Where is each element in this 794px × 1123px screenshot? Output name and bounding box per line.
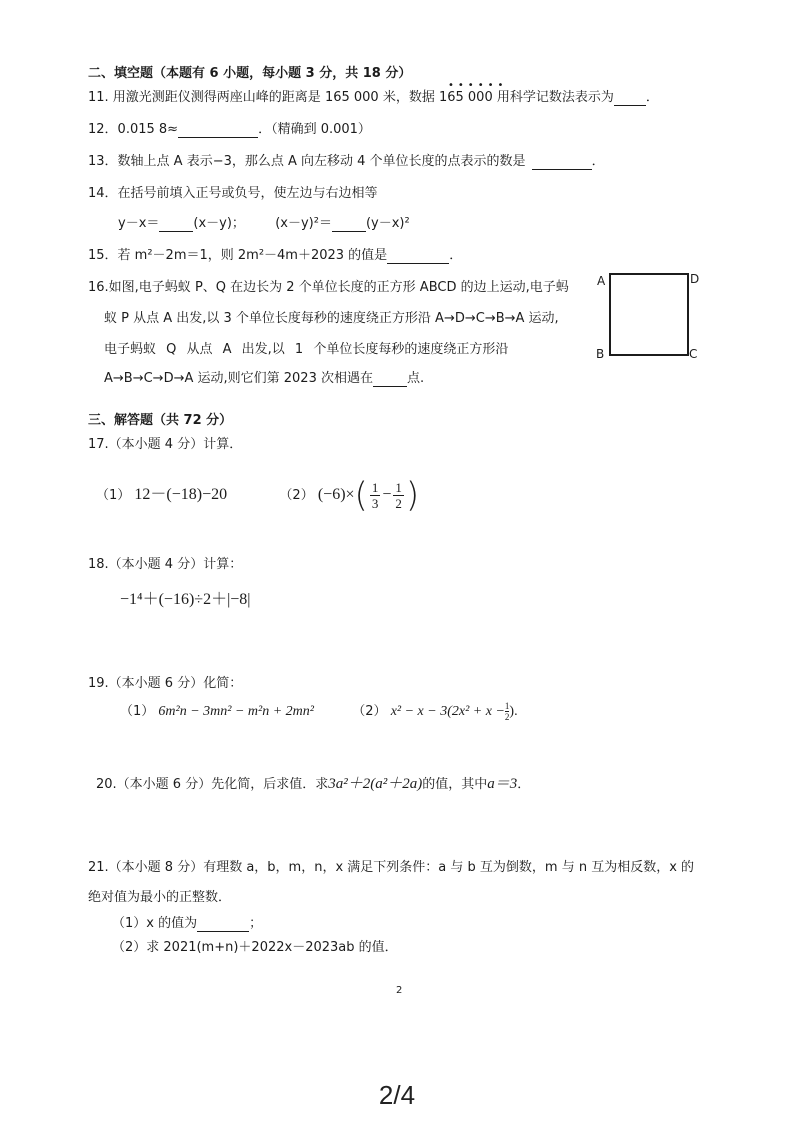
- q21-part1-prefix: （1）x 的值为: [112, 916, 198, 931]
- answer-blank: [373, 374, 407, 387]
- fraction-one-half: $\frac{1}{2}$: [395, 480, 402, 511]
- vertex-a-label: A: [597, 274, 606, 288]
- q19-part2-end: ).: [509, 704, 518, 719]
- question-21-part-2: （2）求 2021(m+n)＋2022x－2023ab 的值．: [112, 940, 398, 955]
- q20-suffix: 的值，其中: [422, 777, 488, 792]
- question-14-equations: [118, 216, 410, 232]
- question-15-text: 15．若 m²－2m＝1，则 2m²－4m＋2023 的值是: [88, 248, 388, 263]
- answer-blank: [178, 125, 258, 138]
- vertex-c-label: C: [689, 347, 698, 361]
- q20-expr: 3a²＋2(a²＋2a): [328, 776, 423, 792]
- q19-part2-expr: x² − x − 3(2x² + x −: [390, 704, 505, 719]
- question-19-parts: [120, 700, 518, 724]
- answer-blank: [332, 219, 366, 232]
- question-16-line-1: 16.如图,电子蚂蚁 P、Q 在边长为 2 个单位长度的正方形 ABCD 的边上运动,电子蚂: [88, 280, 569, 295]
- q19-part1-expr: 6m²n − 3mn² − m²n + 2mn²: [158, 704, 314, 719]
- page-indicator: 2/4: [378, 1080, 416, 1110]
- question-14: 14．在括号前填入正号或负号，使左边与右边相等: [88, 186, 378, 201]
- q16-line4-prefix: A→B→C→D→A 运动,则它们第 2023 次相遇在: [104, 371, 373, 386]
- question-12-prefix: 12．0.015 8≈: [88, 122, 179, 137]
- fraction-one-third: $\frac{1}{3}$: [371, 480, 379, 511]
- question-18: 18.（本小题 4 分）计算：: [88, 557, 243, 572]
- q17-part2-lead: (−6)×: [317, 486, 355, 503]
- q19-part2-label: （2）: [352, 704, 387, 719]
- eq-part: y－x＝: [118, 216, 160, 231]
- answer-blank: [197, 919, 249, 932]
- question-21-line-1: 21.（本小题 8 分）有理数 a，b，m，n，x 满足下列条件：a 与 b 互为倒数，m 与 n 互为相反数，x 的: [88, 860, 695, 875]
- q17-part1-label: （1）: [96, 488, 131, 503]
- square-abcd-figure: [609, 273, 689, 356]
- q17-part1-expr: 12－(−18)−20: [134, 486, 228, 503]
- question-16-line-3: 电子蚂蚁 Q 从点 A 出发,以 1 个单位长度每秒的速度绕正方形沿: [104, 342, 509, 357]
- question-12: [88, 122, 371, 138]
- eq-part: (y－x)²: [365, 216, 410, 231]
- question-17: 17.（本小题 4 分）计算．: [88, 437, 243, 452]
- q20-condition: a＝3: [487, 776, 518, 792]
- q20-prefix: 20.（本小题 6 分）先化简，后求值．求: [96, 777, 329, 792]
- question-12-suffix: ．（精确到 0.001）: [258, 122, 371, 137]
- vertex-d-label: D: [690, 272, 700, 286]
- answer-blank: [532, 157, 592, 170]
- answer-blank: [387, 251, 449, 264]
- section-2-heading: 二、填空题（本题有 6 小题，每小题 3 分，共 18 分）: [88, 66, 412, 81]
- question-19: 19.（本小题 6 分）化简：: [88, 676, 243, 691]
- eq-part: (x－y)²＝: [275, 216, 332, 231]
- paren-open: (: [354, 475, 368, 516]
- question-21-line-2: 绝对值为最小的正整数．: [88, 890, 232, 905]
- section-3-heading: 三、解答题（共 72 分）: [88, 413, 233, 428]
- q19-part1-label: （1）: [120, 704, 155, 719]
- page-number: 2: [396, 985, 403, 996]
- q16-line4-suffix: 点.: [406, 371, 425, 386]
- q20-end: ．: [517, 777, 531, 792]
- eq-part: (x－y)；: [193, 216, 245, 231]
- question-15: 15．若 m²－2m＝1，则 2m²－4m＋2023 的值是 ．: [88, 248, 463, 263]
- question-11: 11. 用激光测距仪测得两座山峰的距离是 165 000 米，数据 165 000 用科学记数法表示为 ．: [88, 90, 659, 105]
- vertex-b-label: B: [596, 347, 605, 361]
- question-18-expr: −1⁴＋(−16)÷2＋|−8|: [120, 591, 251, 608]
- question-17-parts: [96, 473, 419, 517]
- question-16-line-2: 蚁 P 从点 A 出发,以 3 个单位长度每秒的速度绕正方形沿 A→D→C→B→A 运动,: [104, 311, 559, 326]
- paren-close: ): [405, 475, 420, 516]
- question-20: [96, 773, 530, 795]
- answer-blank: [159, 219, 193, 232]
- answer-blank: [614, 93, 646, 106]
- emphasis-dots: ••••••: [448, 80, 508, 91]
- question-13: 13．数轴上点 A 表示−3，那么点 A 向左移动 4 个单位长度的点表示的数是 ．: [88, 154, 605, 169]
- q17-part2-label: （2）: [279, 488, 314, 503]
- fraction-one-half: $\frac{1}{2}$: [504, 701, 510, 722]
- q21-part1-suffix: ；: [249, 916, 263, 931]
- question-16-line-4: [104, 371, 424, 387]
- question-13-text: 13．数轴上点 A 表示−3，那么点 A 向左移动 4 个单位长度的点表示的数是: [88, 154, 526, 169]
- question-21-part-1: [112, 916, 262, 932]
- question-11-text: 11. 用激光测距仪测得两座山峰的距离是 165 000 米，数据 165 000 用科学记数法表示为: [88, 90, 614, 105]
- minus-sign: −: [382, 486, 392, 503]
